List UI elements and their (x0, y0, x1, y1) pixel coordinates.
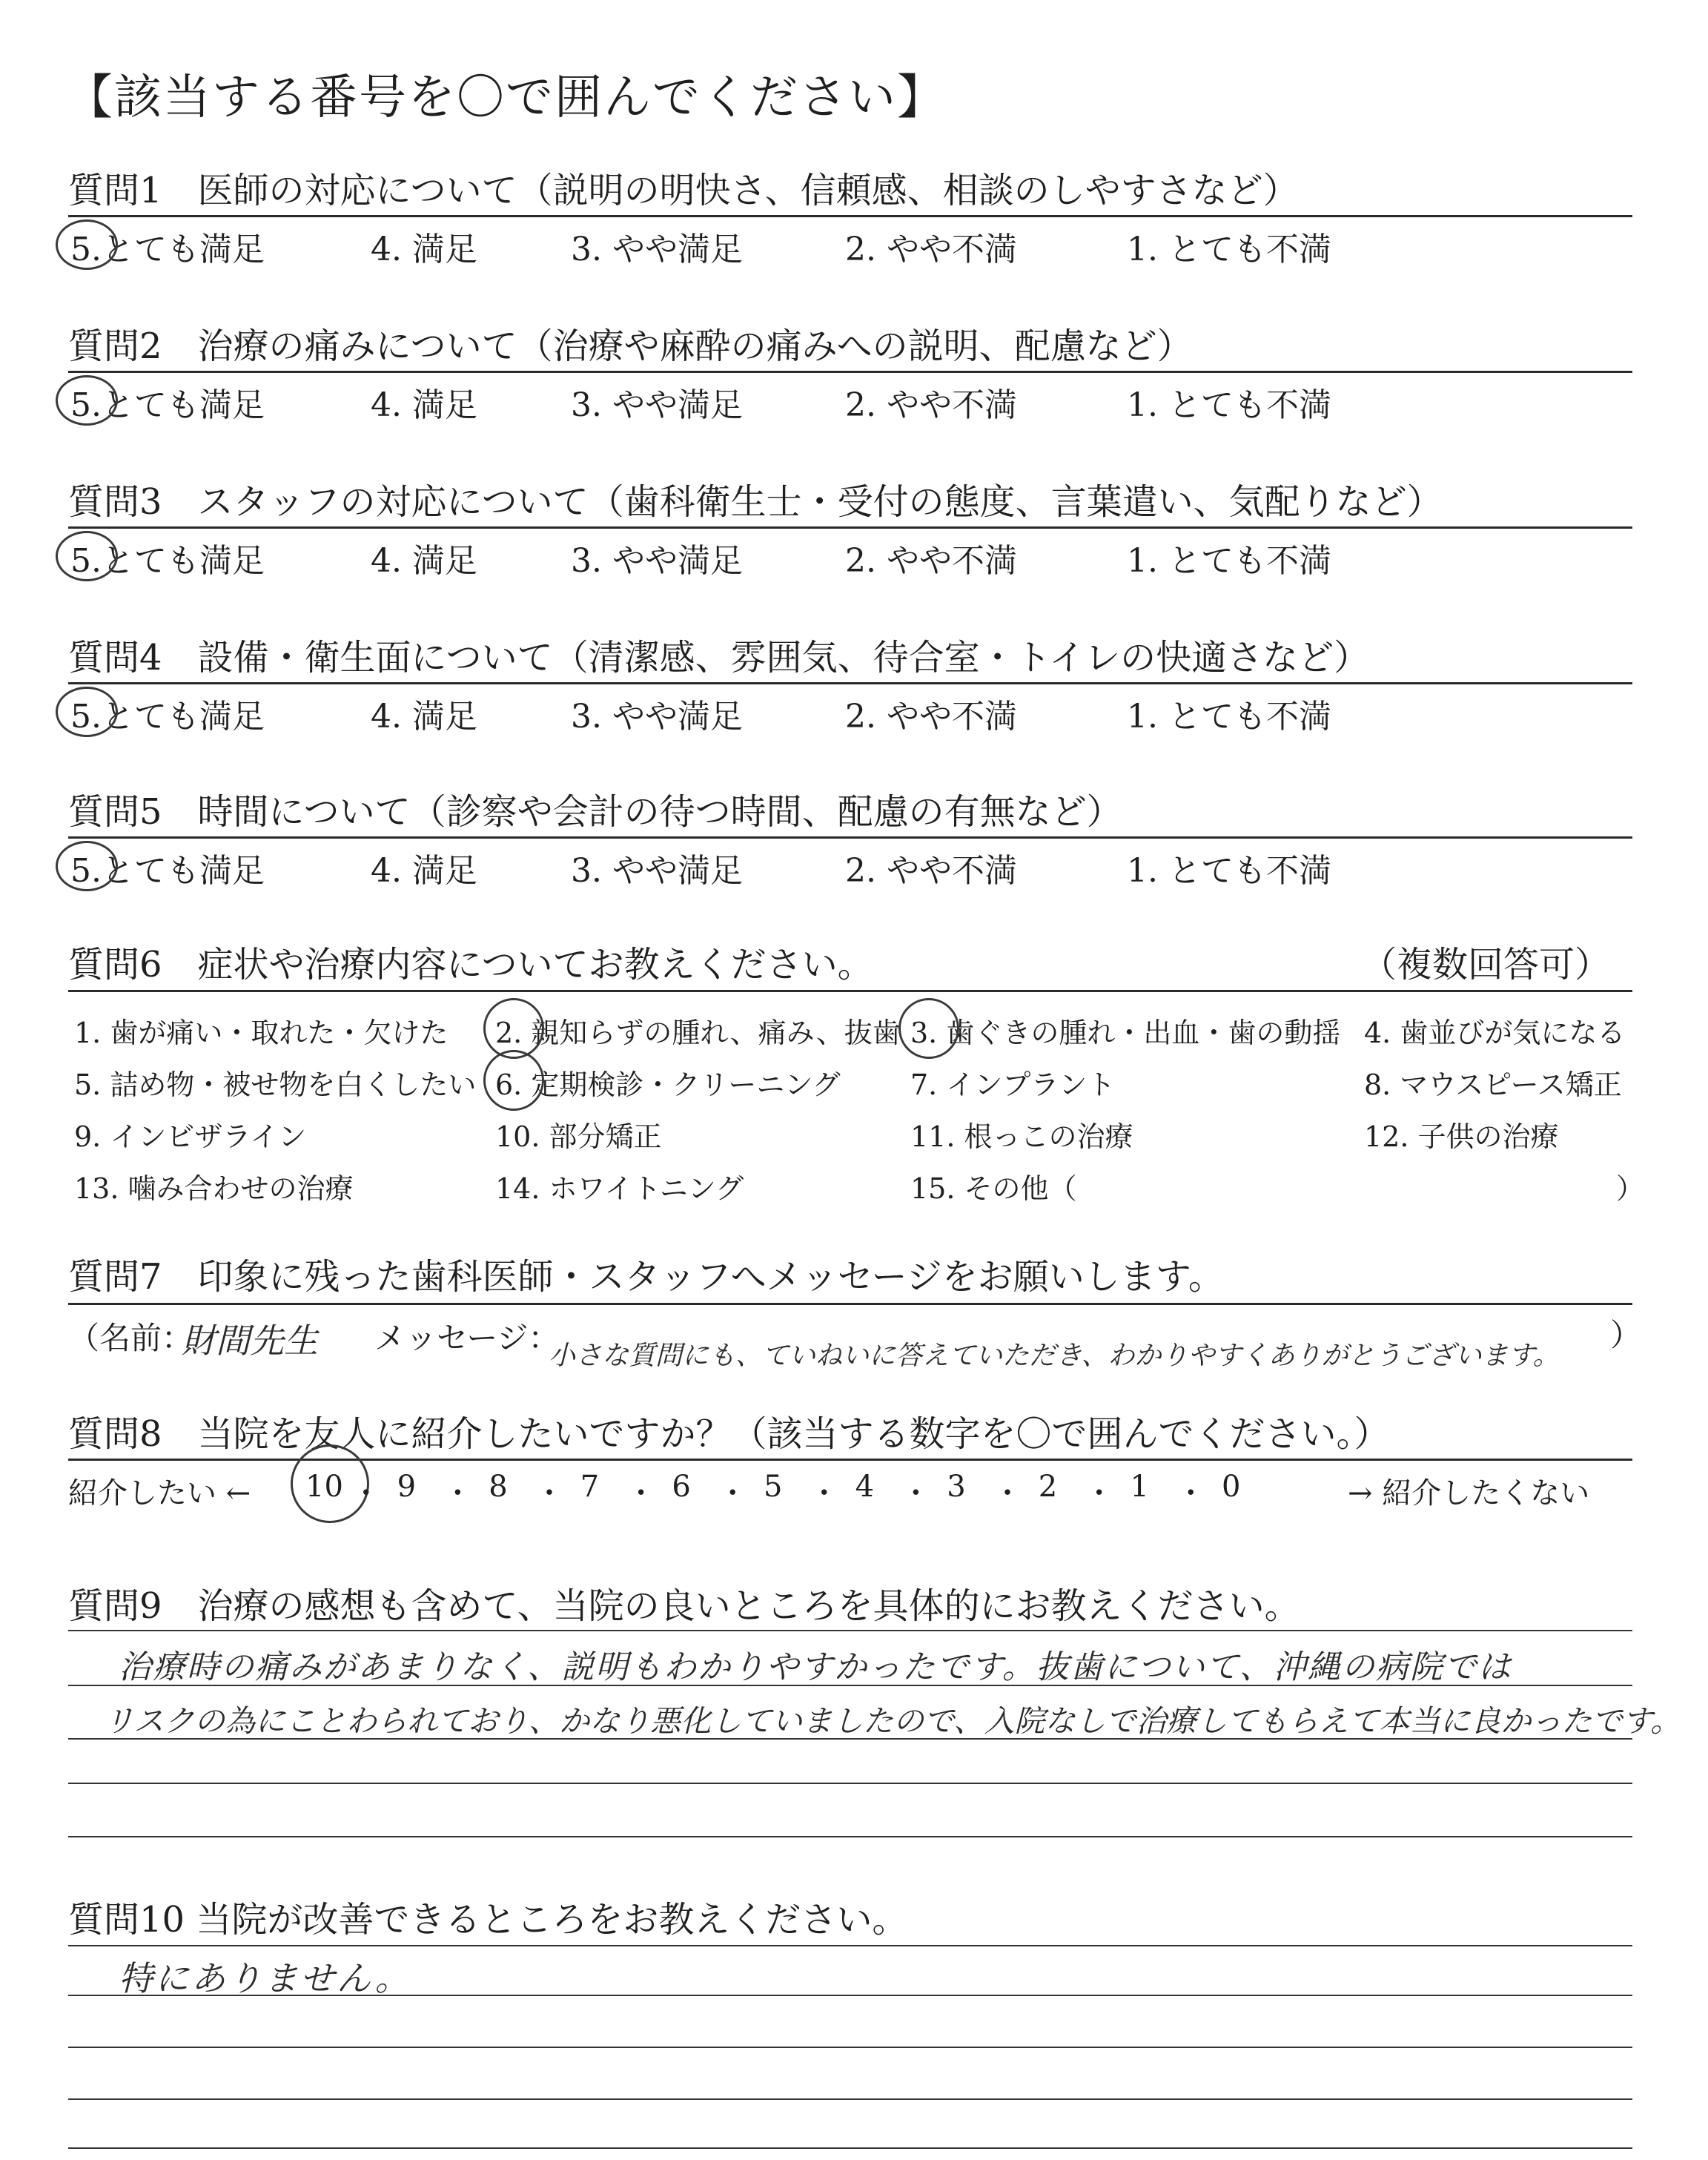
q6-item-4[interactable]: 4. 歯並びが気になる (1364, 1017, 1626, 1049)
q5-selection-circle (56, 841, 118, 891)
q1-rule (68, 215, 1632, 217)
q7-name-label: （名前： (68, 1320, 193, 1356)
q1-option-4[interactable]: 4. 満足 (371, 231, 477, 268)
q2-option-3[interactable]: 3. やや満足 (571, 386, 743, 424)
q1-option-3[interactable]: 3. やや満足 (571, 231, 743, 268)
q7-message-value: 小さな質問にも、ていねいに答えていただき、わかりやすくありがとうございます。 (549, 1341, 1560, 1371)
q10-rule-1 (68, 1945, 1632, 1946)
q4-option-4[interactable]: 4. 満足 (371, 698, 477, 736)
q8-scale-6[interactable]: 6 (672, 1470, 691, 1504)
q8-scale-10[interactable]: 10 (305, 1470, 343, 1504)
q10-rule-4 (68, 2098, 1632, 2100)
q8-scale-4[interactable]: 4 (855, 1470, 875, 1504)
q8-separator: ・ (1084, 1476, 1114, 1510)
q1-title: 質問1 医師の対応について（説明の明快さ、信頼感、相談のしやすさなど） (68, 170, 1299, 211)
q8-scale-0[interactable]: 0 (1222, 1470, 1241, 1504)
q3-option-1[interactable]: 1. とても不満 (1127, 542, 1331, 580)
q8-separator: ・ (809, 1476, 839, 1510)
q6-item-10[interactable]: 10. 部分矯正 (495, 1120, 662, 1153)
q3-option-5[interactable]: 5.とても満足 (70, 542, 265, 580)
q6-item-9[interactable]: 9. インビザライン (74, 1120, 307, 1153)
q6-title: 質問6 症状や治療内容についてお教えください。 (68, 944, 873, 985)
q8-separator: ・ (718, 1476, 748, 1510)
q4-option-1[interactable]: 1. とても不満 (1127, 698, 1331, 736)
q6-note: （複数回答可） (1361, 944, 1611, 985)
q6-item-7[interactable]: 7. インプラント (910, 1069, 1116, 1101)
q3-option-2[interactable]: 2. やや不満 (845, 542, 1017, 580)
q3-rule (68, 526, 1632, 529)
q8-scale-8[interactable]: 8 (489, 1470, 508, 1504)
q6-item-5[interactable]: 5. 詰め物・被せ物を白くしたい (74, 1069, 477, 1101)
q3-option-4[interactable]: 4. 満足 (371, 542, 477, 580)
q7-rule (68, 1303, 1632, 1305)
q8-separator: ・ (443, 1476, 473, 1510)
q6-item-12[interactable]: 12. 子供の治療 (1364, 1120, 1559, 1153)
q2-option-2[interactable]: 2. やや不満 (845, 386, 1017, 424)
q6-item-1[interactable]: 1. 歯が痛い・取れた・欠けた (74, 1017, 448, 1049)
q8-right-label: → 紹介したくない (1348, 1476, 1590, 1510)
q6-item-2[interactable]: 2. 親知らずの腫れ、痛み、抜歯 (495, 1017, 901, 1049)
q9-rule-1 (68, 1630, 1632, 1631)
q4-selection-circle (56, 687, 118, 737)
q8-scale-2[interactable]: 2 (1038, 1470, 1058, 1504)
q9-rule-4 (68, 1783, 1632, 1784)
q6-item-3[interactable]: 3. 歯ぐきの腫れ・出血・歯の動揺 (910, 1017, 1341, 1049)
q5-option-4[interactable]: 4. 満足 (371, 852, 477, 890)
q9-title: 質問9 治療の感想も含めて、当院の良いところを具体的にお教えください。 (68, 1585, 1300, 1627)
q10-title: 質問10 当院が改善できるところをお教えください。 (68, 1899, 908, 1941)
q8-separator: ・ (1176, 1476, 1206, 1510)
q9-answer-line-1: 治療時の痛みがあまりなく、説明もわかりやすかったです。抜歯について、沖縄の病院では (119, 1648, 1512, 1686)
q4-option-5[interactable]: 5.とても満足 (70, 698, 265, 736)
q6-item-11[interactable]: 11. 根っこの治療 (910, 1120, 1133, 1153)
q8-separator: ・ (534, 1476, 564, 1510)
q8-separator: ・ (351, 1476, 381, 1510)
form-header: 【該当する番号を〇で囲んでください】 (65, 70, 946, 125)
q5-title: 質問5 時間について（診察や会計の待つ時間、配慮の有無など） (68, 791, 1122, 833)
q3-selection-circle (56, 531, 118, 581)
q4-title: 質問4 設備・衛生面について（清潔感、雰囲気、待合室・トイレの快適さなど） (68, 637, 1370, 678)
q9-answer-line-2: リスクの為にことわられており、かなり悪化していましたので、入院なしで治療してもらえて本当に良かったです。 (104, 1703, 1681, 1739)
q8-scale-7[interactable]: 7 (580, 1470, 600, 1504)
q4-rule (68, 682, 1632, 684)
q8-scale-5[interactable]: 5 (764, 1470, 783, 1504)
q8-scale-9[interactable]: 9 (397, 1470, 417, 1504)
q7-message-label: メッセージ： (374, 1320, 560, 1356)
q6-item-6[interactable]: 6. 定期検診・クリーニング (495, 1069, 841, 1101)
q6-item-15[interactable]: 15. その他（ (910, 1172, 1077, 1205)
q10-answer: 特にありません。 (119, 1958, 411, 1998)
q2-option-4[interactable]: 4. 満足 (371, 386, 477, 424)
q1-selection-circle (56, 219, 118, 270)
q5-rule (68, 836, 1632, 839)
q8-title: 質問8 当院を友人に紹介したいですか？（該当する数字を〇で囲んでください。） (68, 1413, 1390, 1455)
q2-title: 質問2 治療の痛みについて（治療や麻酔の痛みへの説明、配慮など） (68, 326, 1193, 367)
q4-option-2[interactable]: 2. やや不満 (845, 698, 1017, 736)
q2-option-1[interactable]: 1. とても不満 (1127, 386, 1331, 424)
q9-rule-5 (68, 1836, 1632, 1837)
q8-scale-1[interactable]: 1 (1130, 1470, 1149, 1504)
q6-item-13[interactable]: 13. 噛み合わせの治療 (74, 1172, 354, 1205)
q8-scale-3[interactable]: 3 (947, 1470, 966, 1504)
q6-rule (68, 990, 1632, 992)
q4-option-3[interactable]: 3. やや満足 (571, 698, 743, 736)
q10-rule-5 (68, 2147, 1632, 2149)
q8-left-label: 紹介したい ← (68, 1476, 251, 1510)
q6-item-16: ） (1616, 1172, 1645, 1205)
q6-selection-circle-6 (483, 1050, 544, 1111)
q8-separator: ・ (901, 1476, 931, 1510)
q5-option-3[interactable]: 3. やや満足 (571, 852, 743, 890)
q3-option-3[interactable]: 3. やや満足 (571, 542, 743, 580)
q6-item-14[interactable]: 14. ホワイトニング (495, 1172, 744, 1205)
q8-separator: ・ (993, 1476, 1022, 1510)
q5-option-5[interactable]: 5.とても満足 (70, 852, 265, 890)
q2-option-5[interactable]: 5.とても満足 (70, 386, 265, 424)
q6-item-8[interactable]: 8. マウスピース矯正 (1364, 1069, 1622, 1101)
q1-option-5[interactable]: 5.とても満足 (70, 231, 265, 268)
q6-selection-circle-3 (898, 998, 959, 1059)
q2-rule (68, 371, 1632, 373)
q10-rule-3 (68, 2047, 1632, 2048)
q2-selection-circle (56, 375, 118, 426)
q8-separator: ・ (626, 1476, 656, 1510)
q5-option-2[interactable]: 2. やや不満 (845, 852, 1017, 890)
q3-title: 質問3 スタッフの対応について（歯科衛生士・受付の態度、言葉遣い、気配りなど） (68, 481, 1443, 523)
q7-name-value: 財間先生 (182, 1321, 318, 1361)
q1-option-1[interactable]: 1. とても不満 (1127, 231, 1331, 268)
q7-close-paren: ） (1610, 1317, 1642, 1353)
q7-title: 質問7 印象に残った歯科医師・スタッフへメッセージをお願いします。 (68, 1256, 1224, 1298)
q5-option-1[interactable]: 1. とても不満 (1127, 852, 1331, 890)
q1-option-2[interactable]: 2. やや不満 (845, 231, 1017, 268)
